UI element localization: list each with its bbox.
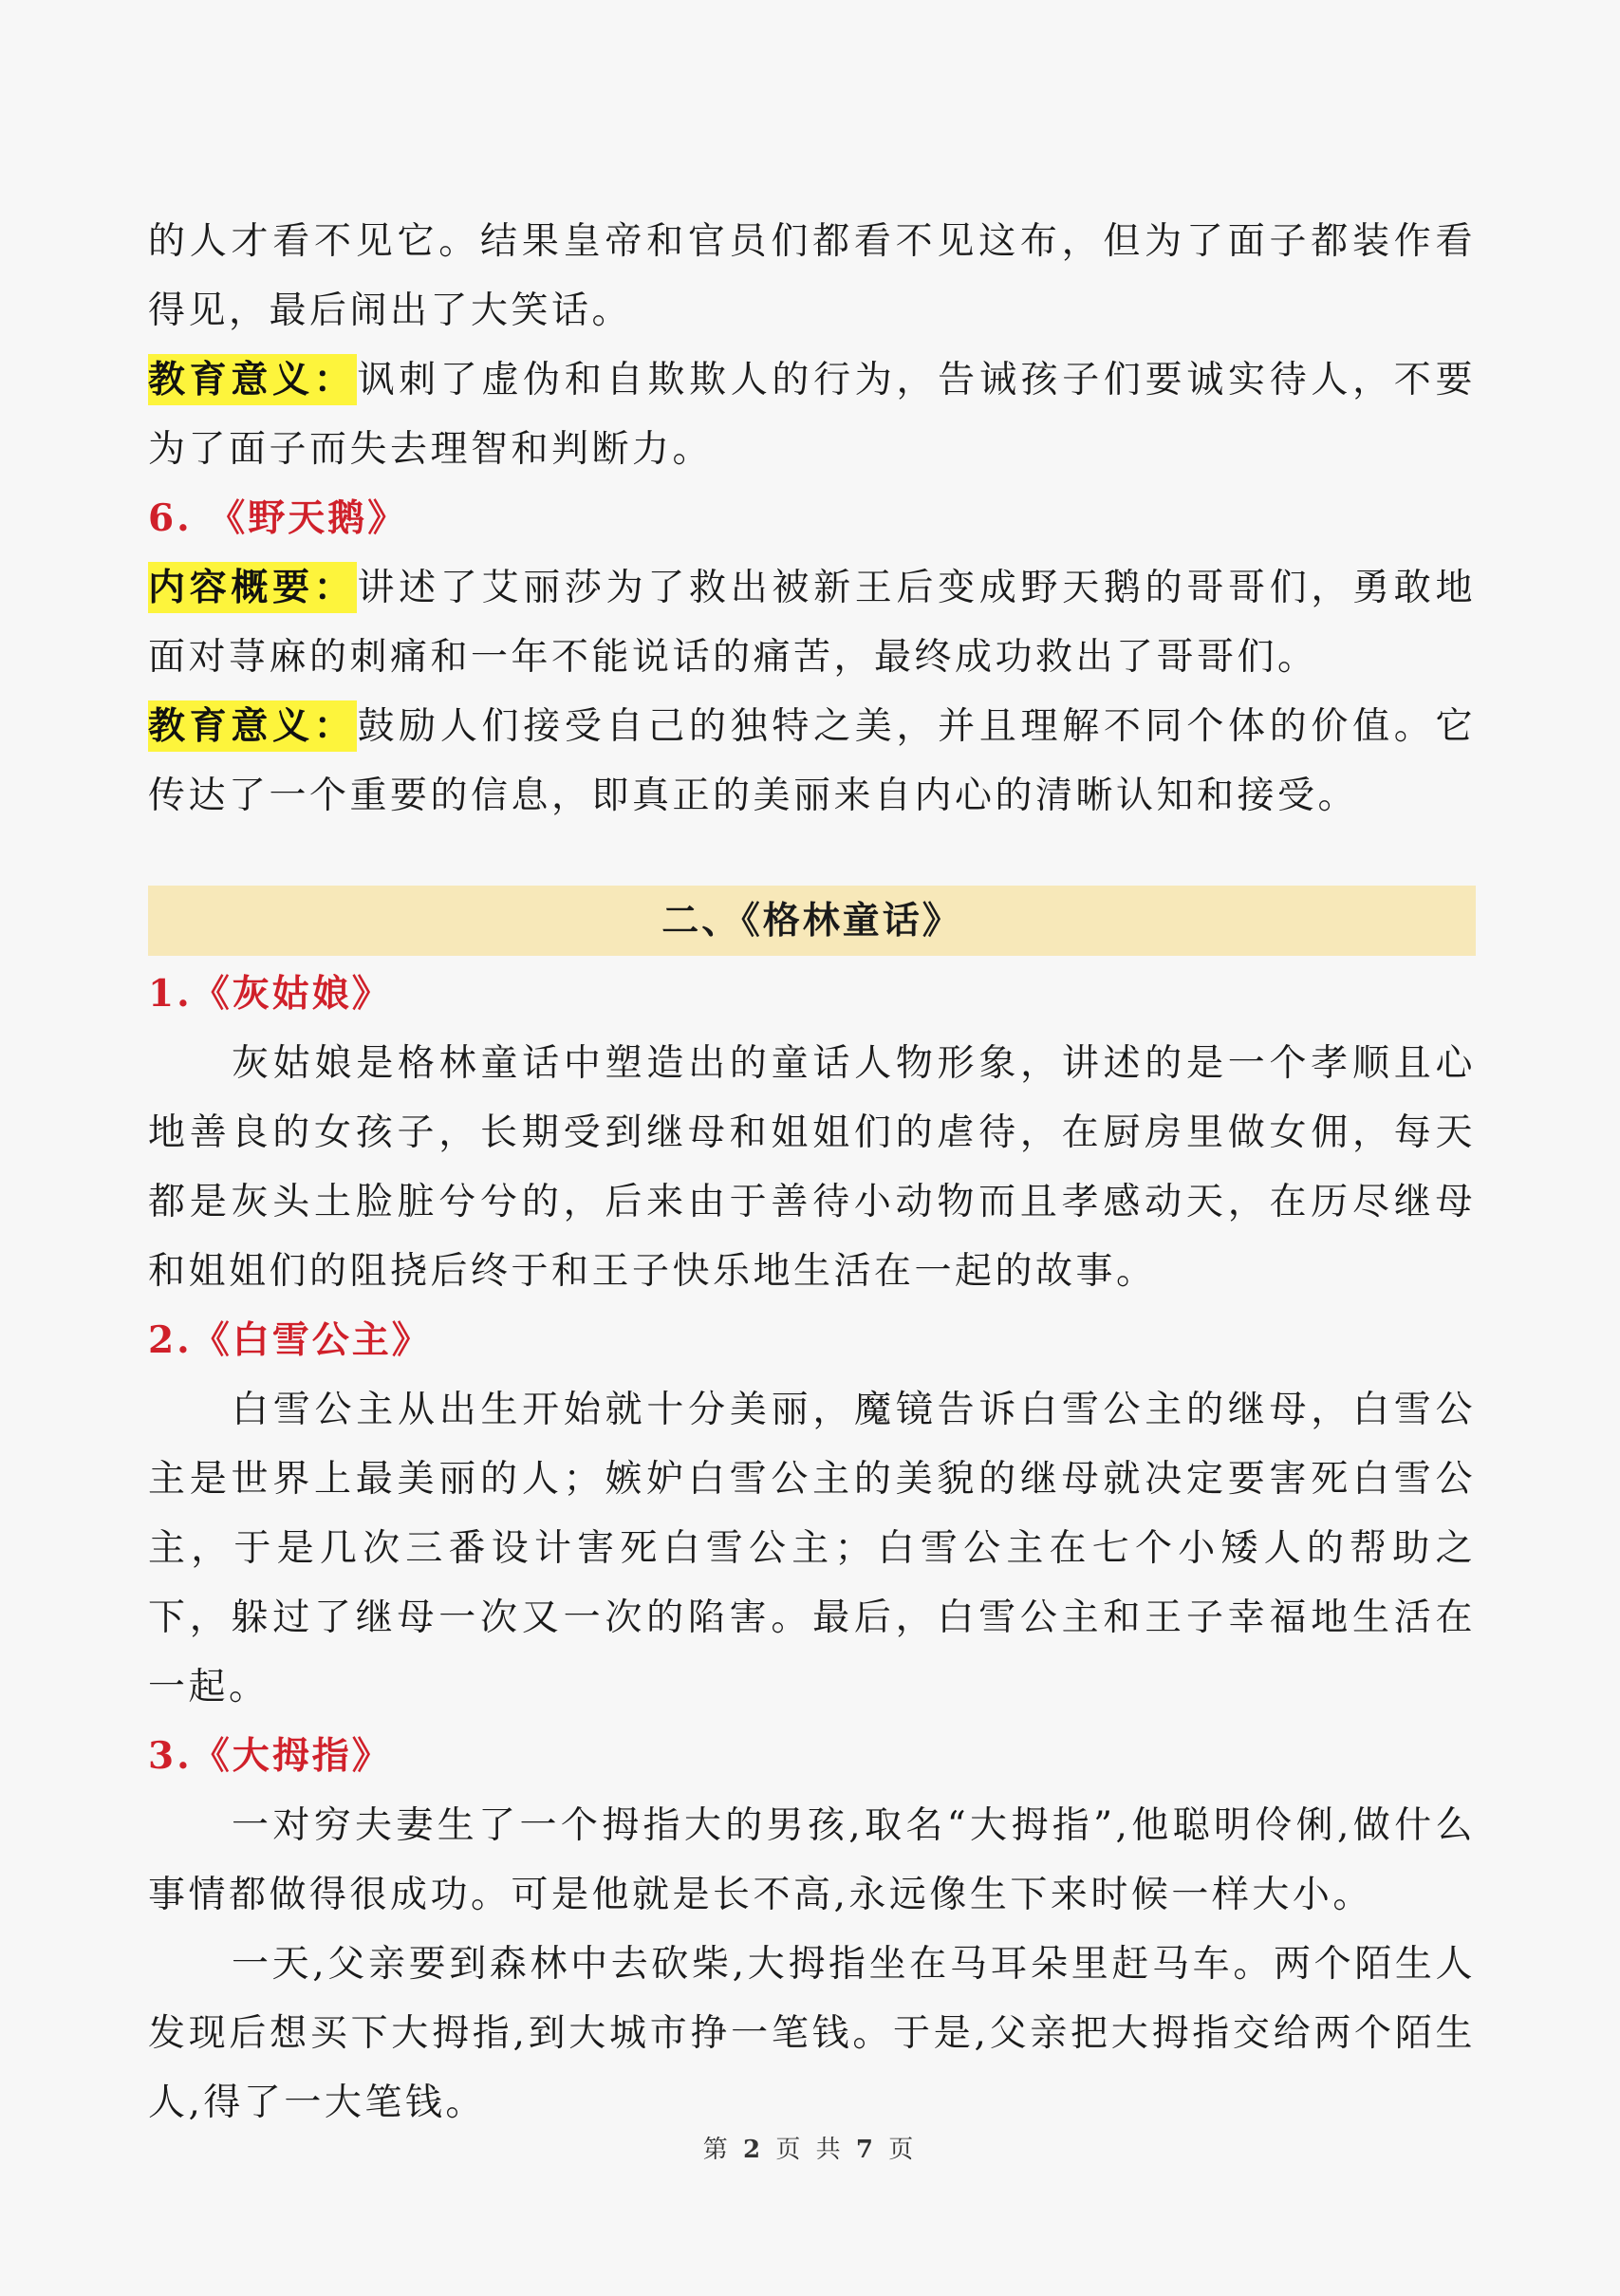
paragraph-cinderella: 灰姑娘是格林童话中塑造出的童话人物形象，讲述的是一个孝顺且心地善良的女孩子，长期受到继母和姐姐们的虐待，在厨房里做女佣，每天都是灰头土脸脏兮兮的，后来由于善待小动物而且孝感动天，在历尽继母和姐姐们的阻挠后终于和王子快乐地生活在一起的故事。 (148, 1042, 1476, 1293)
paragraph-snow-white: 白雪公主从出生开始就十分美丽，魔镜告诉白雪公主的继母，白雪公主是世界上最美丽的人；嫉妒白雪公主的美貌的继母就决定要害死白雪公主，于是几次三番设计害死白雪公主；白雪公主在七个小矮人的帮助之下，躲过了继母一次又一次的陷害。最后，白雪公主和王子幸福地生活在一起。 (148, 1389, 1476, 1708)
paragraph-thumbling-1: 一对穷夫妻生了一个拇指大的男孩,取名“大拇指”,他聪明伶俐,做什么事情都做得很成功。可是他就是长不高,永远像生下来时候一样大小。 (148, 1804, 1476, 1916)
summary-wild-swans (148, 553, 1476, 692)
paragraph-emperor-end: 的人才看不见它。结果皇帝和官员们都看不见这布，但为了面子都装作看得见，最后闹出了大笑话。 (148, 220, 1476, 332)
education-text: 鼓励人们接受自己的独特之美，并且理解不同个体的价值。它传达了一个重要的信息，即真正的美丽来自内心的清晰认知和接受。 (148, 705, 1476, 817)
page-number-footer: 第 2 页 共 7 页 (702, 2136, 918, 2164)
education-label: 教育意义： (148, 700, 357, 752)
current-page: 2 (743, 2136, 765, 2164)
summary-label: 内容概要： (148, 562, 357, 613)
paragraph-thumbling-2: 一天,父亲要到森林中去砍柴,大拇指坐在马耳朵里赶马车。两个陌生人发现后想买下大拇指,到大城市挣一笔钱。于是,父亲把大拇指交给两个陌生人,得了一大笔钱。 (148, 1943, 1476, 2124)
story-title-snow-white: 2.《白雪公主》 (148, 1318, 432, 1362)
education-text: 讽刺了虚伪和自欺欺人的行为，告诫孩子们要诚实待人，不要为了面子而失去理智和判断力。 (148, 359, 1476, 471)
education-label: 教育意义： (148, 354, 357, 405)
story-title-thumbling: 3.《大拇指》 (148, 1734, 392, 1778)
education-meaning-wild-swans (148, 692, 1476, 831)
section-heading-grimm: 二、《格林童话》 (148, 886, 1476, 956)
summary-text: 讲述了艾丽莎为了救出被新王后变成野天鹅的哥哥们，勇敢地面对荨麻的刺痛和一年不能说话的痛苦，最终成功救出了哥哥们。 (148, 567, 1476, 679)
story-title-cinderella: 1.《灰姑娘》 (148, 972, 392, 1016)
story-title-wild-swans: 6. 《野天鹅》 (148, 496, 408, 540)
education-meaning-emperor (148, 345, 1476, 484)
total-pages: 7 (855, 2136, 877, 2164)
